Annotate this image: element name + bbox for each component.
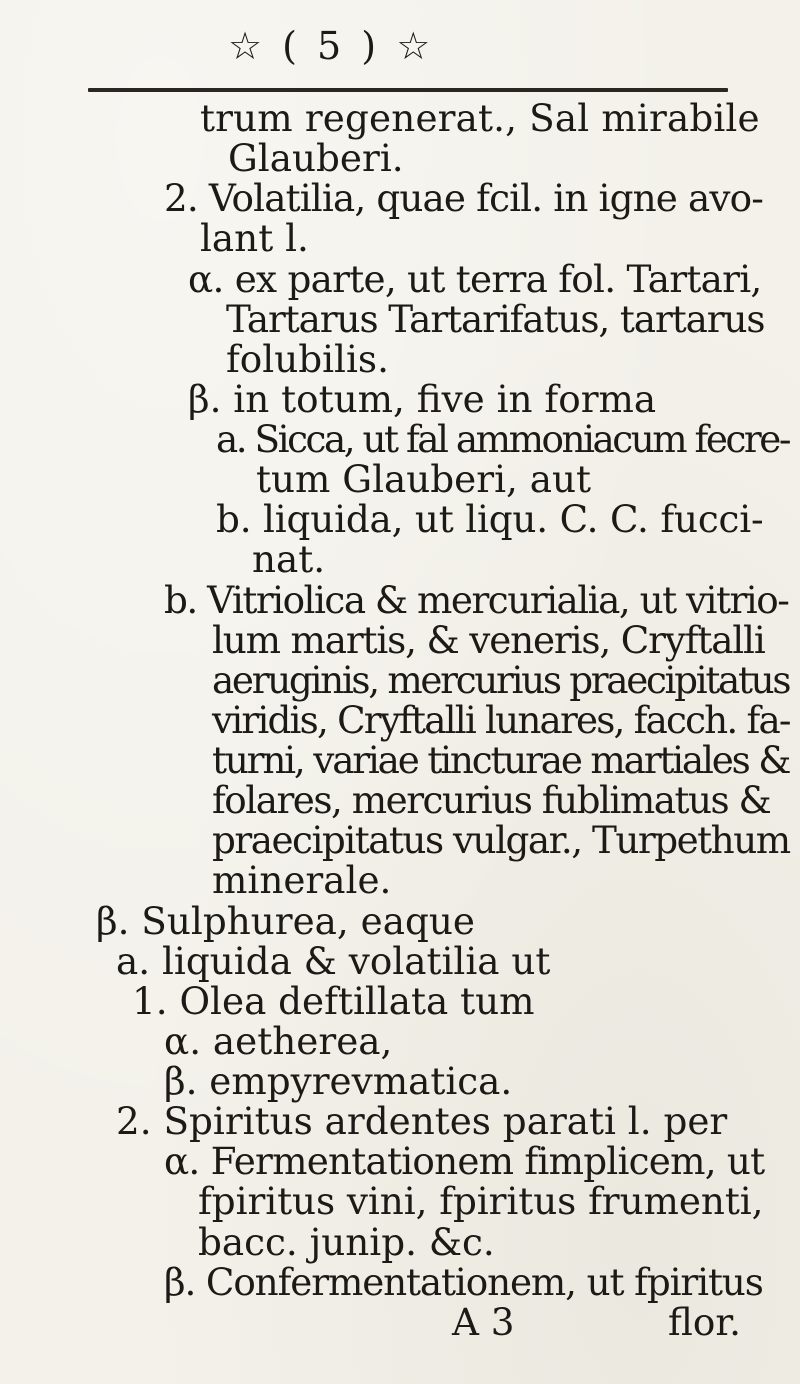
text-line: 1. Olea deftillata tum <box>132 978 535 1023</box>
text-line: β. Sulphurea, eaque <box>96 898 475 943</box>
text-line: b. liquida, ut liqu. C. C. fucci- <box>216 497 764 542</box>
text-line: Glauberi. <box>228 136 404 181</box>
text-line: b. Vitriolica & mercurialia, ut vitrio- <box>164 577 789 622</box>
text-line: folares, mercurius fublimatus & <box>212 778 771 823</box>
text-line: lant l. <box>200 216 309 261</box>
signature-mark: A 3 <box>452 1299 515 1344</box>
text-line: β. in totum, five in forma <box>188 376 657 421</box>
text-line: α. aetherea, <box>164 1018 393 1063</box>
text-line: Tartarus Tartarifatus, tartarus <box>226 296 765 341</box>
text-line: β. Confermentationem, ut fpiritus <box>164 1259 763 1304</box>
text-line: α. Fermentationem fimplicem, ut <box>164 1139 765 1184</box>
catchword: flor. <box>668 1299 741 1344</box>
text-line: bacc. junip. &c. <box>198 1219 495 1264</box>
text-line: fpiritus vini, fpiritus frumenti, <box>198 1179 764 1224</box>
text-line: a. Sicca, ut fal ammoniacum fecre- <box>216 417 790 462</box>
text-line: nat. <box>252 537 326 582</box>
text-line: tum Glauberi, aut <box>256 457 592 502</box>
text-line: minerale. <box>212 858 392 903</box>
page-header: ☆ ( 5 ) ☆ <box>228 24 435 68</box>
text-line: aeruginis, mercurius praecipitatus <box>212 657 790 702</box>
text-line: praecipitatus vulgar., Turpethum <box>212 818 790 863</box>
text-line: viridis, Cryftalli lunares, facch. fa- <box>212 697 790 742</box>
text-line: α. ex parte, ut terra fol. Tartari, <box>188 256 762 301</box>
text-line: lum martis, & veneris, Cryftalli <box>212 617 765 662</box>
text-line: β. empyrevmatica. <box>164 1059 513 1104</box>
text-line: folubilis. <box>226 336 389 381</box>
text-line: trum regenerat., Sal mirabile <box>200 96 760 140</box>
header-rule <box>88 88 728 92</box>
text-line: turni, variae tincturae martiales & <box>212 738 790 783</box>
text-line: a. liquida & volatilia ut <box>116 938 551 983</box>
text-line: 2. Volatilia, quae fcil. in igne avo- <box>164 176 763 221</box>
text-line: 2. Spiritus ardentes parati l. per <box>116 1099 728 1144</box>
